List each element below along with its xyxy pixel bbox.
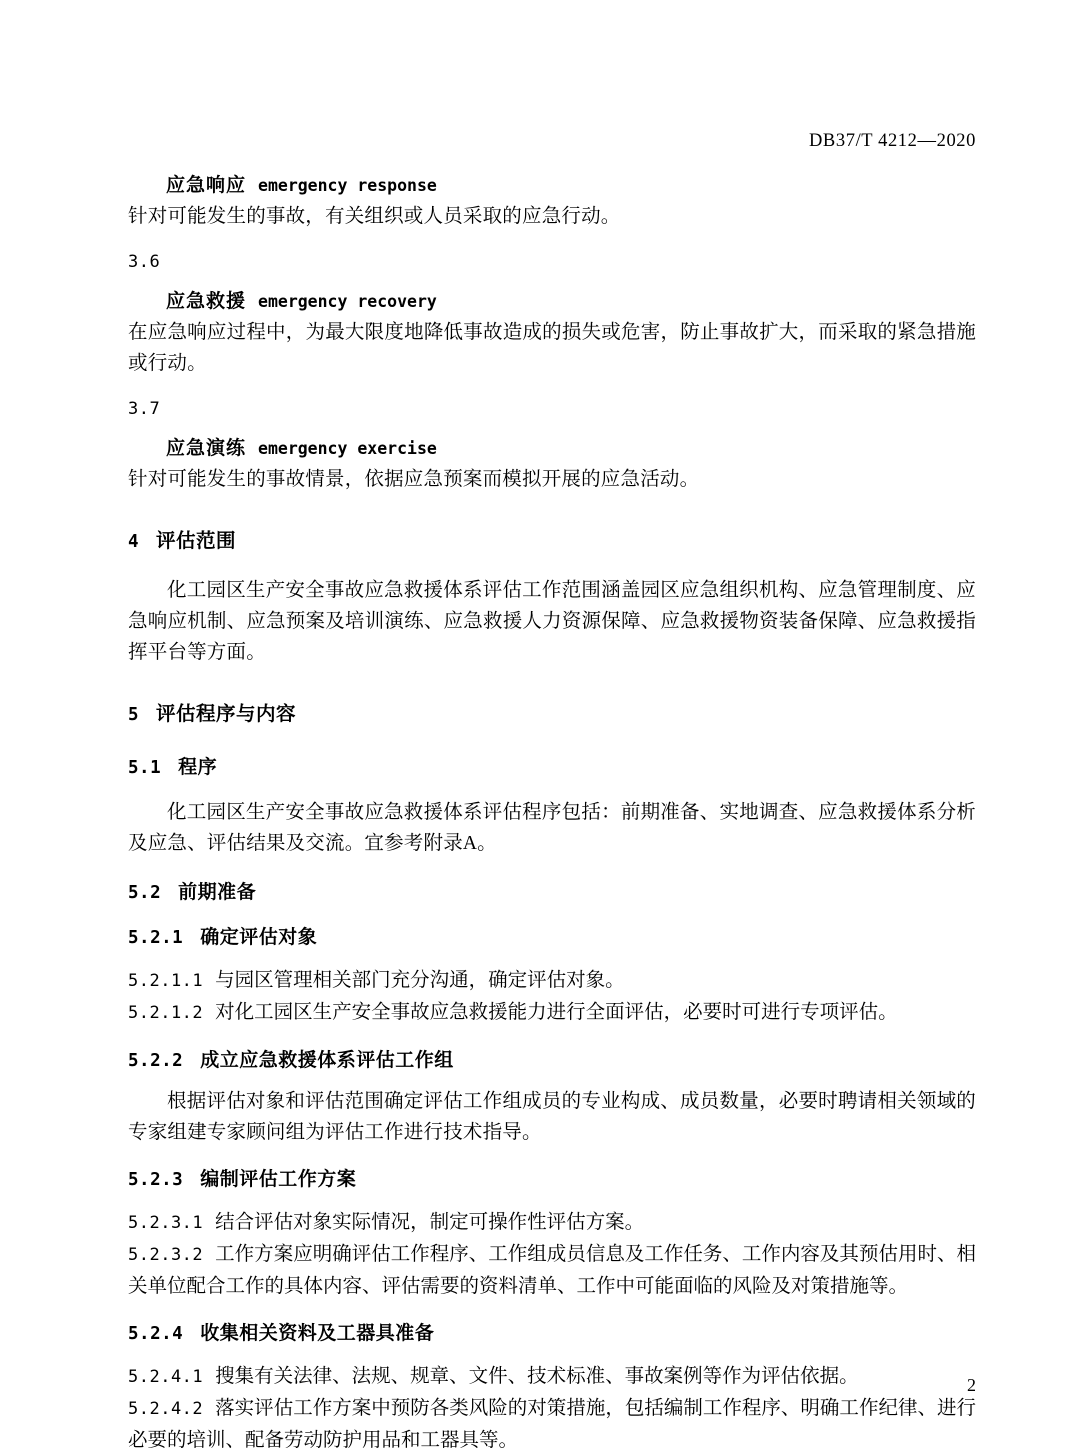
section-number: 5.2	[128, 883, 162, 903]
term-chinese: 应急演练	[166, 438, 247, 459]
section-title: 程序	[178, 757, 218, 778]
section-heading-5-2-1	[128, 922, 976, 949]
section-heading-5-2-4	[128, 1318, 976, 1345]
term-heading	[166, 170, 976, 197]
section-heading-5-1	[128, 752, 976, 779]
clause-5-2-3-2	[128, 1239, 976, 1302]
section-number: 5.2.2	[128, 1051, 184, 1071]
section-number: 5	[128, 705, 140, 725]
clause-number: 5.2.1.2	[128, 1003, 204, 1023]
section-title: 评估范围	[156, 530, 237, 552]
section-heading-4	[128, 525, 976, 553]
section-number: 5.1	[128, 758, 162, 778]
section-number: 5.2.1	[128, 928, 184, 948]
term-english: emergency recovery	[258, 292, 437, 311]
term-english: emergency response	[258, 176, 437, 195]
term-chinese: 应急救援	[166, 291, 247, 312]
clause-text: 对化工园区生产安全事故应急救援能力进行全面评估，必要时可进行专项评估。	[215, 1002, 898, 1023]
section-heading-5	[128, 698, 976, 726]
term-definition: 针对可能发生的事故，有关组织或人员采取的应急行动。	[128, 206, 621, 227]
clause-5-2-4-1	[128, 1361, 976, 1393]
clause-5-2-1-2	[128, 997, 976, 1029]
section-number: 5.2.4	[128, 1324, 184, 1344]
section-title: 评估程序与内容	[156, 703, 297, 725]
section-title: 编制评估工作方案	[200, 1169, 357, 1190]
page-header: DB37/T 4212—2020	[808, 131, 976, 151]
section-number: 5.2.3	[128, 1170, 184, 1190]
section-heading-5-2-3	[128, 1164, 976, 1191]
term-definition: 针对可能发生的事故情景，依据应急预案而模拟开展的应急活动。	[128, 469, 700, 490]
clause-number-3-6: 3.6	[128, 252, 161, 272]
clause-number: 5.2.4.2	[128, 1399, 204, 1419]
section-title: 收集相关资料及工器具准备	[200, 1323, 435, 1344]
section-4-body: 化工园区生产安全事故应急救援体系评估工作范围涵盖园区应急组织机构、应急管理制度、应急响应机制、应急预案及培训演练、应急救援人力资源保障、应急救援物资装备保障、应急救援指挥平台等方面。	[128, 580, 976, 663]
clause-text: 工作方案应明确评估工作程序、工作组成员信息及工作任务、工作内容及其预估用时、相关单位配合工作的具体内容、评估需要的资料清单、工作中可能面临的风险及对策措施等。	[128, 1244, 976, 1297]
clause-number-3-7: 3.7	[128, 399, 161, 419]
clause-text: 与园区管理相关部门充分沟通，确定评估对象。	[215, 970, 625, 991]
clause-5-2-3-1	[128, 1207, 976, 1239]
clause-number: 5.2.4.1	[128, 1367, 204, 1387]
clause-text: 搜集有关法律、法规、规章、文件、技术标准、事故案例等作为评估依据。	[215, 1366, 859, 1387]
section-5-1-body: 化工园区生产安全事故应急救援体系评估程序包括：前期准备、实地调查、应急救援体系分析及应急、评估结果及交流。宜参考附录A。	[128, 802, 976, 854]
section-title: 确定评估对象	[200, 927, 318, 948]
term-heading	[166, 286, 976, 313]
clause-5-2-4-2	[128, 1393, 976, 1454]
clause-number: 5.2.1.1	[128, 971, 204, 991]
page-number: 2	[967, 1375, 976, 1395]
term-heading	[166, 433, 976, 460]
section-number: 4	[128, 532, 140, 552]
term-english: emergency exercise	[258, 439, 437, 458]
section-heading-5-2	[128, 877, 976, 904]
clause-text: 结合评估对象实际情况，制定可操作性评估方案。	[215, 1212, 645, 1233]
clause-5-2-1-1	[128, 965, 976, 997]
section-title: 前期准备	[178, 882, 257, 903]
term-definition: 在应急响应过程中，为最大限度地降低事故造成的损失或危害，防止事故扩大，而采取的紧急措施或行动。	[128, 322, 976, 374]
clause-number: 5.2.3.2	[128, 1245, 204, 1265]
term-chinese: 应急响应	[166, 175, 247, 196]
section-5-2-2-body: 根据评估对象和评估范围确定评估工作组成员的专业构成、成员数量，必要时聘请相关领域的专家组建专家顾问组为评估工作进行技术指导。	[128, 1091, 976, 1143]
document-body	[128, 170, 976, 1454]
section-heading-5-2-2	[128, 1045, 976, 1072]
clause-text: 落实评估工作方案中预防各类风险的对策措施，包括编制工作程序、明确工作纪律、进行必要的培训、配备劳动防护用品和工器具等。	[128, 1398, 976, 1451]
clause-number: 5.2.3.1	[128, 1213, 204, 1233]
section-title: 成立应急救援体系评估工作组	[200, 1050, 454, 1071]
